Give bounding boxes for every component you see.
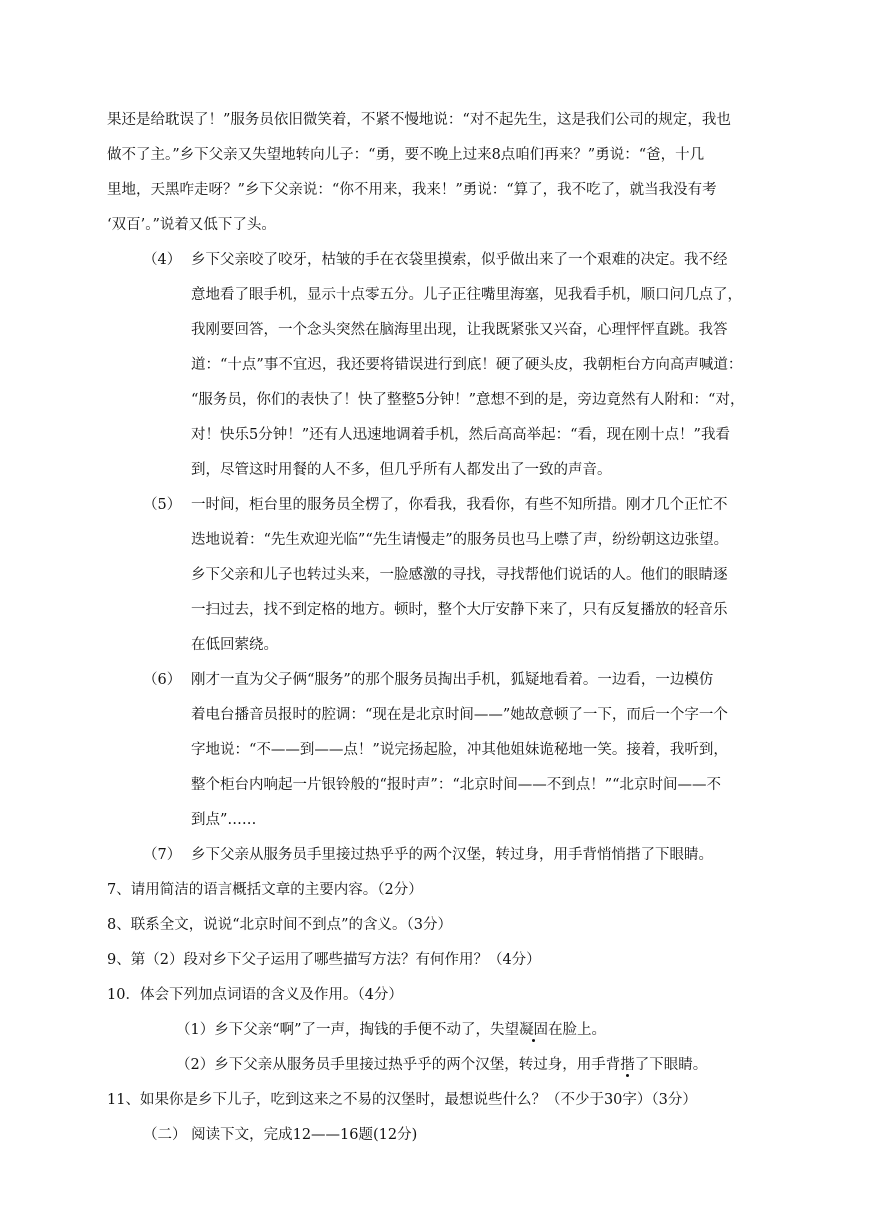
text-line: “服务员，你们的表快了！快了整整5分钟！”意想不到的是，旁边竟然有人附和：“对， xyxy=(191,392,745,408)
text-line: 着电台播音员报时的腔调：“现在是北京时间——”她故意顿了一下，而后一个字一个 xyxy=(191,707,728,723)
question-8: 8、联系全文，说说“北京时间不到点”的含义。（3分） xyxy=(107,917,453,933)
text-line: 在低回萦绕。 xyxy=(191,637,278,653)
item-text: 在脸上。 xyxy=(548,1022,607,1038)
item-text: 了下眼睛。 xyxy=(634,1057,708,1073)
question-11: 11、如果你是乡下儿子，吃到这来之不易的汉堡时，最想说些什么？（不少于30字）（3分） xyxy=(107,1092,697,1108)
paragraph-number: （4） xyxy=(143,252,182,268)
text-line: 一时间，柜台里的服务员全楞了，你看我，我看你，有些不知所措。刚才几个正忙不 xyxy=(191,497,728,513)
item-text: （2）乡下父亲从服务员手里接过热乎乎的两个汉堡，转过身，用手背 xyxy=(176,1057,621,1073)
text-line: 一扫过去，找不到定格的地方。顿时，整个大厅安静下来了，只有反复播放的轻音乐 xyxy=(191,602,728,618)
text-line: 字地说：“不——到——点！”说完扬起脸，冲其他姐妹诡秘地一笑。接着，我听到， xyxy=(191,742,728,758)
section-heading: （二） 阅读下文，完成12——16题(12分) xyxy=(143,1127,418,1143)
text-line: 乡下父亲咬了咬牙，枯皱的手在衣袋里摸索，似乎做出来了一个艰难的决定。我不经 xyxy=(191,252,728,268)
text-line: 做不了主。”乡下父亲又失望地转向儿子：“勇，要不晚上过来8点咱们再来？”勇说：“爸，十几 xyxy=(107,147,705,163)
text-line: 里地，天黑咋走呀？”乡下父亲说：“你不用来，我来！”勇说：“算了，我不吃了，就当我没有考 xyxy=(107,182,717,198)
text-line: 果还是给耽误了！”服务员依旧微笑着，不紧不慢地说：“对不起先生，这是我们公司的规定，我也 xyxy=(107,112,731,128)
dotted-word: 凝固 xyxy=(519,1022,549,1038)
text-line: 到点”…… xyxy=(191,812,257,828)
text-line: 我刚要回答，一个念头突然在脑海里出现，让我既紧张又兴奋，心理怦怦直跳。我答 xyxy=(191,322,728,338)
text-line: 道：“十点”事不宜迟，我还要将错误进行到底！硬了硬头皮，我朝柜台方向高声喊道： xyxy=(191,357,743,373)
question-7: 7、请用简洁的语言概括文章的主要内容。（2分） xyxy=(107,882,423,898)
text-line: ‘双百’。”说着又低下了头。 xyxy=(107,217,276,233)
text-line: 乡下父亲和儿子也转过头来，一脸感激的寻找，寻找帮他们说话的人。他们的眼睛逐 xyxy=(191,567,728,583)
text-line: 对！快乐5分钟！”还有人迅速地调着手机，然后高高举起：“看，现在刚十点！”我看 xyxy=(191,427,730,443)
text-line: 乡下父亲从服务员手里接过热乎乎的两个汉堡，转过身，用手背悄悄揩了下眼睛。 xyxy=(191,847,713,863)
paragraph-number: （5） xyxy=(143,497,182,513)
text-line: 迭地说着：“先生欢迎光临”“先生请慢走”的服务员也马上噤了声，纷纷朝这边张望。 xyxy=(191,532,729,548)
text-line: 意地看了眼手机，显示十点零五分。儿子正往嘴里海塞，见我看手机，顺口问几点了， xyxy=(191,287,742,303)
paragraph-number: （7） xyxy=(143,847,182,863)
text-line: 刚才一直为父子俩“服务”的那个服务员掏出手机，狐疑地看着。一边看，一边模仿 xyxy=(191,672,714,688)
question-9: 9、第（2）段对乡下父子运用了哪些描写方法？有何作用？（4分） xyxy=(107,952,541,968)
text-line: 到，尽管这时用餐的人不多，但几乎所有人都发出了一致的声音。 xyxy=(191,462,612,478)
paragraph-number: （6） xyxy=(143,672,182,688)
item-text: （1）乡下父亲“啊”了一声，掏钱的手便不动了，失望 xyxy=(176,1022,520,1038)
question-10: 10．体会下列加点词语的含义及作用。（4分） xyxy=(107,987,403,1003)
text-line: 整个柜台内响起一片银铃般的“报时声”：“北京时间——不到点！”“北京时间——不 xyxy=(191,777,722,793)
question-10-item-2 xyxy=(176,1055,707,1075)
question-10-item-1 xyxy=(176,1020,606,1040)
dotted-word: 揩 xyxy=(620,1057,635,1073)
